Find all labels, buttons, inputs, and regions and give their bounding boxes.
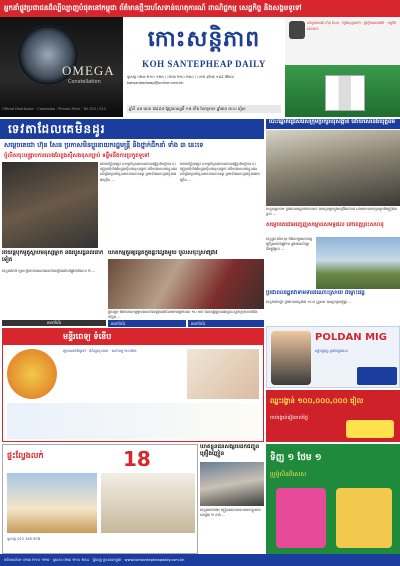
lead-headline[interactable]: ទេវតាដែលគេមិនដូរ (0, 119, 264, 139)
promo-sub: ប្រូម៉ូសិនពិសេស (270, 471, 307, 478)
ad-footer: Official Distributor · Cambodia · Phnom Penh · Tel 023 / 012 (2, 107, 106, 111)
mid-story-body: ភ្នំពេញ៖ អំពើឃាតកម្មមួយបានកើតឡើងនៅវេលាម៉ោងប្រហែល ១០ យប់ ដែលធ្វើឲ្យជនរងគ្រោះស្លាប់ភ្លាមៗនៅនឹងកន្លែង ... (108, 310, 258, 320)
right-story-headline[interactable]: បោះឆ្នោតជ្រើសរើសក្រុមប្រឹក្សាឃុំសង្កាត់ ដោយសេរីនិងយុត្តិធម៌ (266, 119, 400, 129)
lottery-title: ឈ្នះរង្វាន់ ១០០,០០០,០០០ រៀល (270, 397, 364, 405)
lead-photo (2, 162, 98, 248)
lead-body-col-1: រាជធានីភ្នំពេញ៖ សមត្ថកិច្ចនគរបាលបានធ្វើប្រតិបត្តិការ ចុះបង្ក្រាបទីតាំងល្បែងស៊ីសងខុសច្បាប់ ហើយបានឃាត់ខ្លួនជនសង្ស័យមួយចំនួនយកមកសាកសួរ ព្រមទាំងដកហូតវត្ថុតាងជាច្រើន ... (100, 162, 178, 182)
poldan-brand: POLDAN MIG (315, 332, 387, 343)
bottom-story-body: ខេត្តបាត់ដំបង៖ មន្ត្រីនគរបាលបានឃាត់ខ្លួនជនសង្ស័យ ២ នាក់ ... (200, 508, 261, 518)
masthead-contact-info: ទូរស័ព្ទ ០២៣ ២១០ ១២៥ / ០២៣ ២១០ ២៥៤ / ០១២ ៩២៧ ១៩៩ អ៊ីមែល kohsantepheap@online.com.kh (127, 75, 234, 85)
product-pack-1 (276, 488, 326, 548)
interior-photo (101, 473, 195, 533)
property-ad[interactable] (2, 444, 198, 554)
right-mid-story-body: ខេត្តព្រះសីហនុ៖ ពិធីសម្ពោធដាក់ឲ្យប្រើប្រាស់ជាផ្លូវការ នូវអគារសិក្សា និងផ្លូវថ្នល់ ... (266, 237, 313, 252)
bottom-story-headline[interactable]: ឃាត់ខ្លួនជនសង្ស័យដឹកជញ្ជូនគ្រឿងញៀន (200, 444, 260, 457)
promo-ad[interactable] (266, 444, 400, 554)
newspaper-title: កោះសន្តិភាព (147, 27, 261, 52)
lead-body-col-2: រាជធានីភ្នំពេញ៖ សមត្ថកិច្ចនគរបាលបានធ្វើប្រតិបត្តិការ ចុះបង្ក្រាបទីតាំងល្បែងស៊ីសងខុសច្បាប់ ហើយបានឃាត់ខ្លួនជនសង្ស័យមួយចំនួនយកមកសាកសួរ ព្រមទាំងដកហូតវត្ថុតាងជាច្រើន ... (180, 162, 260, 182)
right-story-body: ខេត្តកណ្តាល៖ ប្រជាពលរដ្ឋរាប់ពាន់នាក់ បានចូលរួមក្នុងកម្មវិធីសំខាន់ ដោយមានការចូលរួមពីមន្ត្រីជាន់ខ្ពស់ ... (266, 207, 398, 217)
clinic-photo (187, 349, 259, 399)
omega-watch-ad[interactable] (0, 17, 123, 117)
ad-model: Constellation (68, 79, 101, 85)
product-pack-2 (336, 488, 392, 548)
left-low-story-body: ខេត្តតាកែវ៖ គ្រោះថ្នាក់ចរាចរណ៍បានកើតឡើងនៅលើផ្លូវជាតិលេខ ២ ... (2, 269, 96, 273)
portrait-image (289, 21, 305, 39)
page-ref-bar[interactable]: តទៅទំព័រ (108, 320, 186, 327)
bottom-story-photo (200, 462, 264, 506)
right-mid-story-headline[interactable]: សម្តេចតេជោអញ្ជើញសម្ពោធសមិទ្ធផល នៅខេត្តព្រះសីហនុ (266, 222, 384, 228)
ad-panel (285, 17, 400, 65)
statue-photo (316, 237, 400, 289)
mid-story-headline[interactable]: ឃាតកម្មគួរឲ្យរន្ធត់ក្នុងផ្ទះល្វែងមួយ ប៉ូលិសចុះស្រាវជ្រាវ (108, 250, 218, 256)
mid-story-photo (108, 259, 264, 309)
promo-title: ទិញ ១ ថែម ១ (270, 453, 322, 463)
clinic-services-strip (7, 403, 259, 439)
property-price: 18 (123, 447, 151, 471)
page-ref-bar[interactable]: តទៅទំព័រ (188, 320, 264, 327)
property-title: ផ្ទះល្វែងលក់ (7, 451, 44, 460)
poldan-ad[interactable] (266, 326, 400, 388)
lottery-ad[interactable] (266, 390, 400, 442)
left-low-story-headline[interactable]: រថយន្តបុកម៉ូតូស្លាប់មនុស្សម្នាក់ និងរបួសធ្ងន់ពីរនាក់ទៀត (2, 250, 104, 263)
poldan-tag: ល្បីល្បាញ ទូទាំងប្រទេស (315, 349, 348, 353)
clinic-ad-title: មន្ទីរពេទ្យ ទំនើប (3, 329, 263, 345)
lead-subhead: សម្តេចតេជោ ហ៊ុន សែន ប្រកាសមិនប្តូរនាយករដ្ឋមន្ត្រី និងថ្នាក់ដឹកនាំ ទាំង ៣ នេះទេ (4, 141, 204, 149)
property-contact: ទូរស័ព្ទ 012 345 678 (7, 537, 41, 541)
lead-kicker: ប៉ូលិសចុះបង្ក្រាបការលេងល្បែងស៊ីសងខុសច្បាប់ ទន្ទឹមនឹងការប្រកួតទូទៅ (4, 153, 150, 159)
house-photo-1 (7, 473, 97, 533)
center-low-story-headline[interactable]: ប្រជាពលរដ្ឋតវ៉ាទាមទារដំណោះស្រាយ ជម្លោះដីធ្លី (266, 290, 365, 296)
man-photo (271, 331, 311, 385)
product-box (357, 367, 397, 385)
ad-text: សម្តេចតេជោ ហ៊ុន សែន · ថ្លែងសុន្ទរកថា · ព្រឹត្តិការណ៍ជាតិ · កម្មវិធីសំខាន់ៗ (307, 21, 396, 31)
building-image (325, 75, 365, 111)
clinic-ad-lines: ព្យាបាលជំងឺទូទៅ · ពិនិត្យសុខភាព · សេវាកម្ម ២៤ម៉ោង (63, 349, 137, 353)
ad-brand: OMEGA (62, 63, 115, 78)
page-ref[interactable]: តទៅទំព័រ (2, 320, 106, 326)
center-low-story-body: ខេត្តកំពង់ស្ពឺ៖ ប្រជាពលរដ្ឋជាង ១០០ គ្រួសារ បានប្រមូលផ្តុំគ្នា ... (266, 300, 352, 304)
right-top-ad[interactable] (285, 17, 400, 117)
clinic-ad[interactable] (2, 328, 264, 442)
top-banner: អ្នកនាំផ្លូវប្រជាជនដ៏ល្បីល្បាញបំផុតនៅកម្ពុជា ព័ត៌មានថ្មីៗរហ័សទាន់ហេតុការណ៍ ពាណិជ្ជកម្ម សេដ្ឋកិច្ច និងសង្គមទូទៅ (0, 0, 400, 17)
masthead (123, 17, 285, 117)
newspaper-title-en: KOH SANTEPHEAP DAILY (142, 59, 266, 69)
lottery-ticket (346, 420, 394, 438)
footer-bar: ការិយាល័យ៖ ០២៣ ២១០ ១២៥ · ទូរសារ ០២៣ ២១០ ២៥៤ · ភ្នំពេញ ប្រទេសកម្ពុជា · www.kohsantepheapdaily.com.kh (0, 554, 400, 566)
right-story-photo (266, 130, 400, 206)
clinic-logo (7, 349, 57, 399)
issue-line: ឆ្នាំទី ៤៥ លេខ ៧៩៩៥ ថ្ងៃព្រហស្បតិ៍ ១៥ កើត ខែភទ្របទ ឆ្នាំរោង ៥០០ រៀល (127, 105, 281, 113)
lottery-sub: ចាប់រង្វាន់រៀងរាល់ថ្ងៃ (270, 415, 308, 421)
